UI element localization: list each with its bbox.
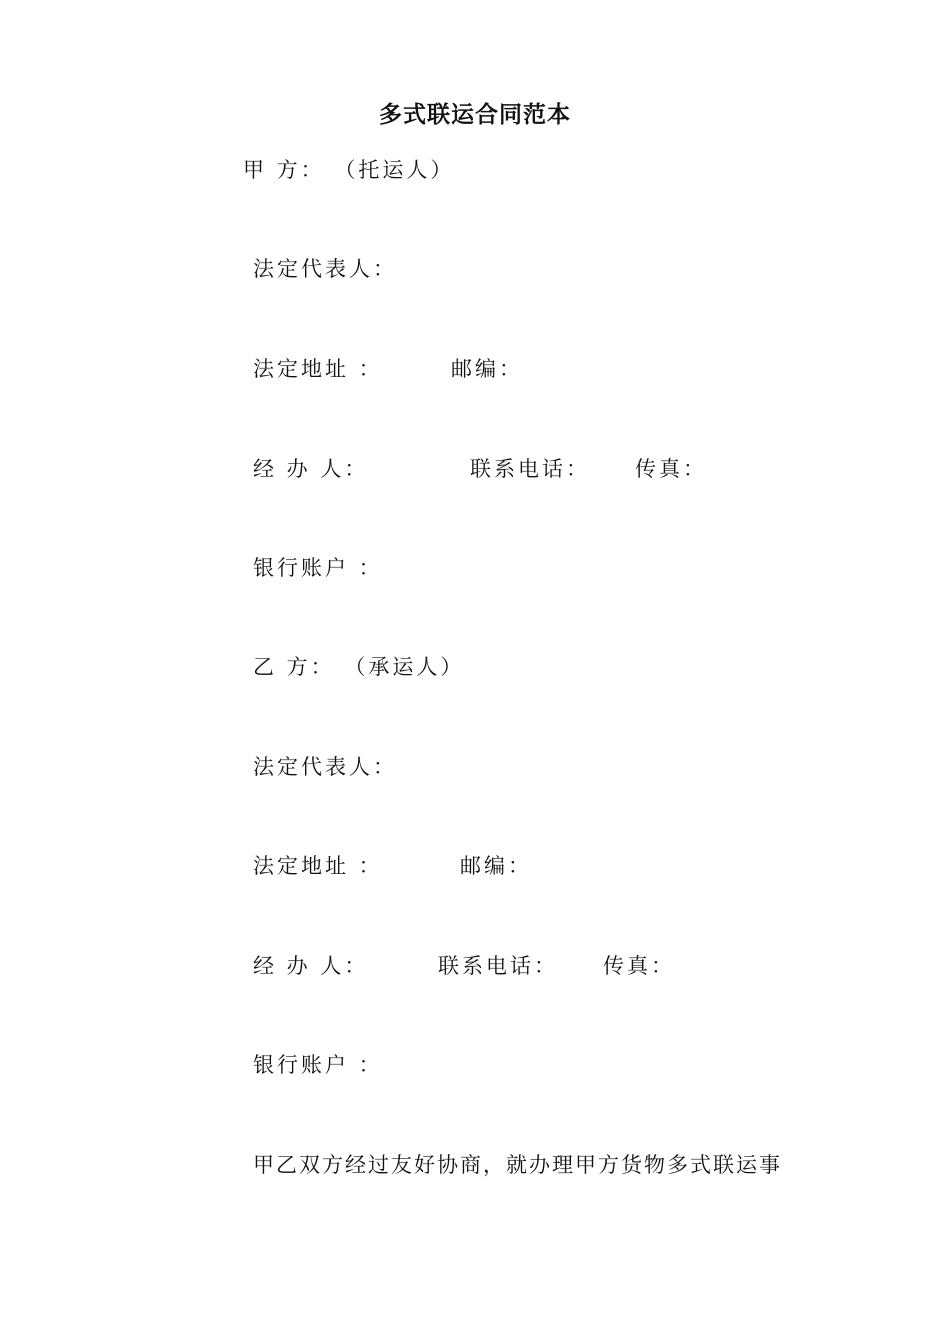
party-a-bank-account: 银行账户 ： <box>253 556 383 580</box>
party-a-heading: 甲 方： （托运人） <box>243 158 455 182</box>
party-a-handler: 经 办 人： <box>253 457 369 481</box>
party-a-fax: 传真： <box>635 457 707 481</box>
intro-paragraph: 甲乙双方经过友好协商，就办理甲方货物多式联运事 <box>253 1153 782 1177</box>
page-title: 多式联运合同范本 <box>379 102 571 128</box>
party-a-postcode: 邮编： <box>451 357 523 381</box>
party-a-address: 法定地址 ： <box>253 357 383 381</box>
party-a-phone: 联系电话： <box>470 457 590 481</box>
party-b-phone: 联系电话： <box>438 954 558 978</box>
party-b-legal-rep: 法定代表人： <box>253 755 397 779</box>
party-b-postcode: 邮编： <box>460 854 532 878</box>
party-b-address: 法定地址 ： <box>253 854 383 878</box>
party-a-legal-rep: 法定代表人： <box>253 257 397 281</box>
party-b-bank-account: 银行账户 ： <box>253 1053 383 1077</box>
party-b-fax: 传真： <box>603 954 675 978</box>
party-b-handler: 经 办 人： <box>253 954 369 978</box>
party-b-heading: 乙 方： （承运人） <box>253 655 465 679</box>
